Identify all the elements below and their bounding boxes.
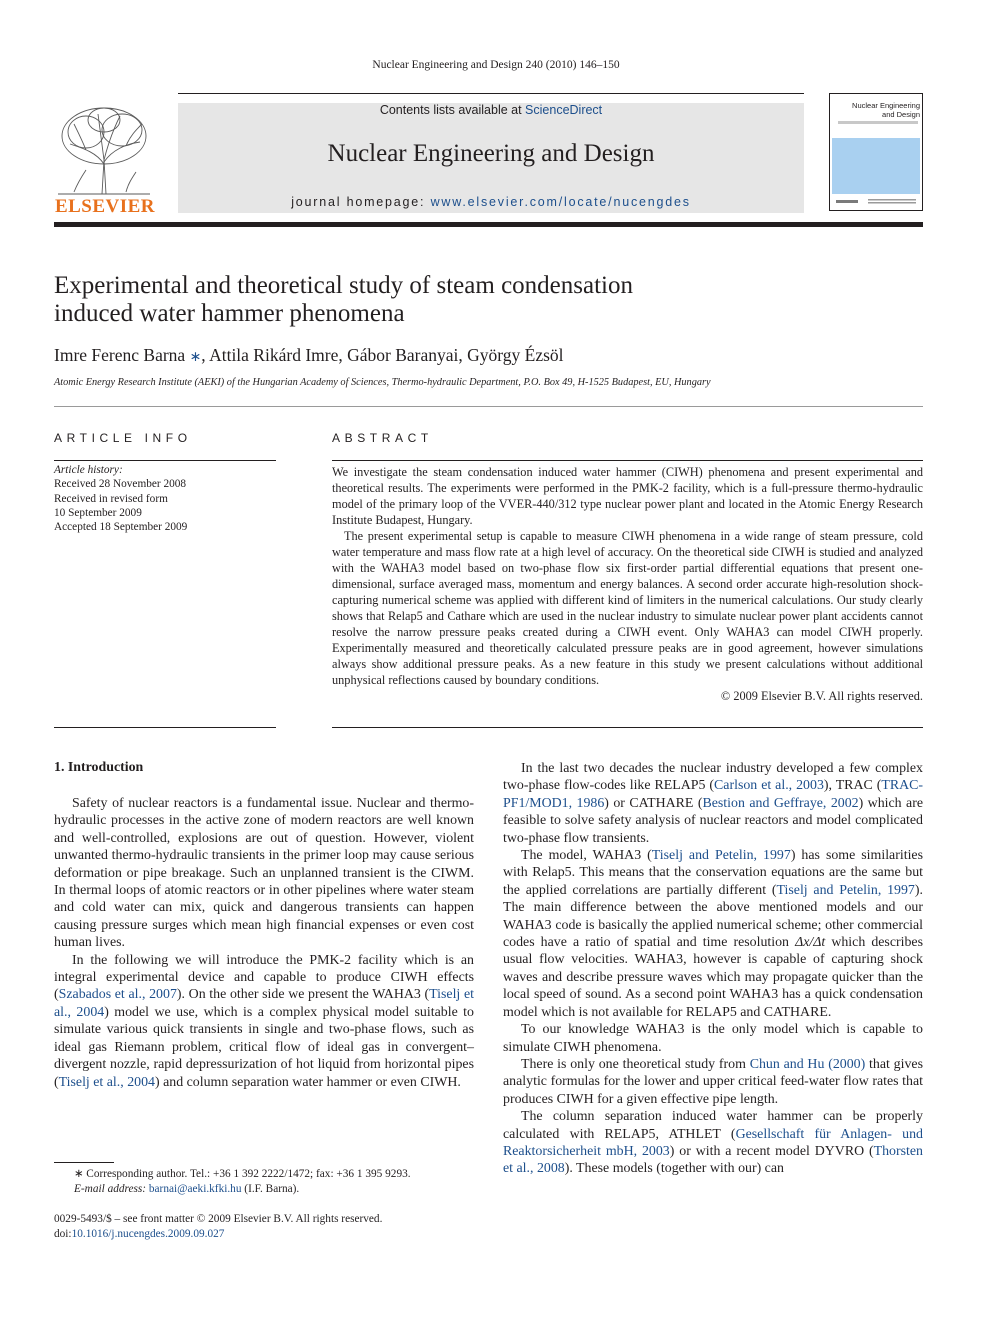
intro-paragraph-5: To our knowledge WAHA3 is the only model which is capable to simulate CIWH phenomena. [503, 1022, 923, 1055]
issn-line: 0029-5493/$ – see front matter © 2009 Elsevier B.V. All rights reserved. [54, 1213, 383, 1225]
text-span: ), TRAC ( [823, 778, 882, 794]
header-thick-rule [54, 222, 923, 227]
abstract-heading: ABSTRACT [332, 431, 433, 445]
homepage-prefix: journal homepage: [291, 195, 431, 209]
article-info-heading: ARTICLE INFO [54, 431, 192, 445]
history-revised-2: 10 September 2009 [54, 506, 142, 519]
article-info-bottom-rule [54, 727, 276, 728]
text-span: Corresponding author. Tel.: +36 1 392 2222/1472; fax: +36 1 395 9293. [83, 1168, 411, 1180]
author-1: Imre Ferenc Barna [54, 345, 186, 365]
text-span: ) has some similarities with Relap5. This means that the conservation equations are the same but the applied correlations are partially different ( [503, 848, 923, 898]
citation-link[interactable]: Szabados et al., 2007 [58, 987, 177, 1003]
text-span: ) which are feasible to solve safety analysis of nuclear reactors and model complicated two-phase flow transients. [503, 795, 923, 846]
citation-link[interactable]: Carlson et al., 2003 [714, 778, 824, 794]
cover-title-line2: and Design [882, 110, 920, 119]
text-span: ) model we use, which is a complex physical model suitable to simulate various quick transients in single and two-phase flows, such as ideal gas Riemann problem, critical flow of ideal gas in convergent–divergent nozzle, rapid depressurization of hot liquid from horizontal pipes ( [54, 1004, 474, 1090]
abstract-top-rule [332, 460, 923, 461]
banner-top-rule [178, 93, 804, 94]
elsevier-tree-logo [56, 104, 152, 196]
title-line2: induced water hammer phenomena [54, 300, 405, 327]
journal-cover-thumbnail [829, 93, 923, 211]
citation-link[interactable]: Bestion and Geffraye, 2002 [702, 795, 859, 811]
email-link[interactable]: barnai@aeki.kfki.hu [148, 1182, 242, 1195]
text-span: In the last two decades the nuclear industry developed a few complex two-phase flow-codes like RELAP5 ( [503, 761, 923, 794]
journal-title: Nuclear Engineering and Design [327, 140, 655, 167]
elsevier-wordmark: ELSEVIER [54, 196, 156, 217]
text-span: ) and column separation water hammer or even CIWH. [154, 1074, 461, 1090]
history-received: Received 28 November 2008 [54, 478, 187, 491]
footnote-email [54, 1182, 474, 1197]
citation-link[interactable]: Tiselj et al., 2004 [54, 987, 474, 1020]
author-list [54, 345, 914, 366]
citation-link[interactable]: Tiselj et al., 2004 [58, 1074, 155, 1090]
text-span: The column separation induced water hammer can be properly calculated with RELAP5, ATHLET ( [503, 1109, 923, 1142]
article-info-top-rule [54, 460, 276, 461]
citation-link[interactable]: Tiselj and Petelin, 1997 [651, 848, 791, 864]
history-revised-1: Received in revised form [54, 492, 168, 505]
text-span: ). On the other side we present the WAHA3 ( [176, 987, 430, 1003]
cover-subtitle-bar [838, 121, 918, 124]
text-span: ) or CATHARE ( [604, 795, 703, 811]
citation-link[interactable]: Tiselj and Petelin, 1997 [776, 882, 915, 898]
text-span: ) or with a recent model DYVRO ( [669, 1143, 874, 1159]
contents-prefix: Contents lists available at [379, 103, 526, 117]
doi-link[interactable]: 10.1016/j.nucengdes.2009.09.027 [71, 1228, 225, 1240]
journal-homepage [178, 195, 804, 209]
history-label: Article history: [54, 464, 123, 476]
text-span: ). The main difference between the above mentioned models and our WAHA3 code is basically the applied numerical scheme; other commercial codes have a ratio of spatial and time resolution [503, 882, 923, 951]
title-line1: Experimental and theoretical study of steam condensation [54, 272, 633, 299]
corresponding-author-mark[interactable]: ∗ [189, 350, 202, 365]
text-span: ). These models (together with our) can [564, 1161, 784, 1177]
abstract-body [332, 464, 923, 704]
citation-link[interactable]: TRAC-PF1/MOD1, 1986 [503, 778, 924, 811]
front-matter-rule [54, 406, 923, 407]
intro-paragraph-3 [503, 760, 923, 847]
body-column-left [54, 795, 474, 1091]
abstract-paragraph-2: The present experimental setup is capable to measure CIWH phenomena in a wide range of steam pressure, cold water temperature and mass flow rate at a high level of accuracy. On the theoretical side CIWH is studied and analyzed with the WAHA3 model based on two-phase flow six first-order partial differential equations that present one-dimensional, surface averaged mass, momentum and energy balances. A second order accurate high-resolution shock-capturing numerical scheme was applied with different kind of limiters in the numerical calculations. Our study clearly shows that Relap5 and Cathare which are used in the nuclear industry to simulate nuclear power plant accidents cannot resolve the narrow pressure peaks created during a CIWH event. Only WAHA3 can model CIWH properly. Experimentally measured and theoretically calculated pressure peaks are in good agreement, however simulations always show additional pressure peaks. As a new feature in this study we present calculations without additional unphysical reflections caused by boundary conditions. [332, 529, 923, 687]
sciencedirect-link[interactable]: ScienceDirect [525, 103, 603, 117]
history-accepted: Accepted 18 September 2009 [54, 521, 188, 534]
text-span: which describes usual flow velocities. WAHA3, however is capable of capturing shock waves and describe pressure waves which may propagate quicker than the local speed of sound. As a second point WAHA3 has a quick condensation model which is not available for RELAP5 and CATHARE. [503, 935, 923, 1020]
affiliation: Atomic Energy Research Institute (AEKI) of the Hungarian Academy of Sciences, Thermo-hydraulic Department, P.O. Box 49, H-1525 Budapest, EU, Hungary [54, 377, 711, 388]
body-column-right [503, 760, 923, 1178]
footnote [54, 1167, 474, 1196]
abstract-bottom-rule [332, 727, 923, 728]
intro-paragraph-2 [54, 952, 474, 1091]
footnote-mark: ∗ [74, 1168, 84, 1180]
citation-link[interactable]: Chun and Hu (2000) [749, 1056, 866, 1072]
footnote-rule [54, 1162, 114, 1163]
citation-link[interactable]: Gesellschaft für Anlagen- und Reaktorsicherheit mbH, 2003 [503, 1126, 923, 1159]
other-authors: , Attila Rikárd Imre, Gábor Baranyai, György Ézsöl [201, 345, 564, 365]
article-title [54, 272, 814, 328]
cover-title [840, 101, 920, 119]
running-header: Nuclear Engineering and Design 240 (2010) 146–150 [372, 59, 620, 71]
text-span: In the following we will introduce the PMK-2 facility which is an integral experimental device and capable to produce CIWH effects ( [54, 952, 474, 1003]
cover-image-block [832, 138, 920, 194]
intro-paragraph-4 [503, 847, 923, 1021]
intro-paragraph-6 [503, 1056, 923, 1108]
text-span: There is only one theoretical study from [521, 1056, 750, 1072]
homepage-link[interactable]: www.elsevier.com/locate/nucengdes [430, 195, 691, 209]
abstract-paragraph-1: We investigate the steam condensation induced water hammer (CIWH) phenomena and present experimental and theoretical results. The experiments were performed in the PMK-2 facility, which is a full-pressure thermo-hydraulic model of the primary loop of the VVER-440/312 type nuclear power plant and located in the Atomic Energy Research Institute Budapest, Hungary. [332, 465, 923, 527]
doi-prefix: doi: [54, 1228, 72, 1240]
citation-link[interactable]: Thorsten et al., 2008 [503, 1143, 924, 1177]
cover-footer-marks [834, 198, 920, 206]
intro-paragraph-7 [503, 1108, 923, 1178]
text-span: (I.F. Barna). [241, 1182, 300, 1195]
text-span: The model, WAHA3 ( [521, 848, 652, 864]
resolution-ratio-math: Δx/Δt [795, 935, 826, 951]
email-label: E-mail address: [74, 1182, 149, 1195]
article-history [54, 463, 276, 534]
issn-block [54, 1212, 474, 1242]
doi-line [54, 1227, 474, 1242]
text-span: that gives analytic formulas for the lower and upper critical feed-water flow rates that produces CIWH for a given effective pipe length. [503, 1056, 923, 1107]
abstract-copyright: © 2009 Elsevier B.V. All rights reserved. [720, 689, 923, 703]
footnote-corresponding [54, 1167, 474, 1182]
contents-line [178, 103, 804, 117]
section-heading-introduction: 1. Introduction [54, 760, 144, 775]
intro-paragraph-1: Safety of nuclear reactors is a fundamental issue. Nuclear and thermo-hydraulic processes in the active zone of modern reactors are well known and well-controlled, explosions are out of question. However, violent unwanted thermo-hydraulic transients in the primer loop may cause serious deformation or pipe breakage. Such an unplanned transient is the CIWM. In thermal loops of atomic reactors or in other pipelines where water steam and cold water can mix, quick and dangerous transients can happen causing pressure surges which mean high financial expenses or even cost human lives. [54, 796, 474, 951]
cover-title-line1: Nuclear Engineering [852, 101, 920, 110]
